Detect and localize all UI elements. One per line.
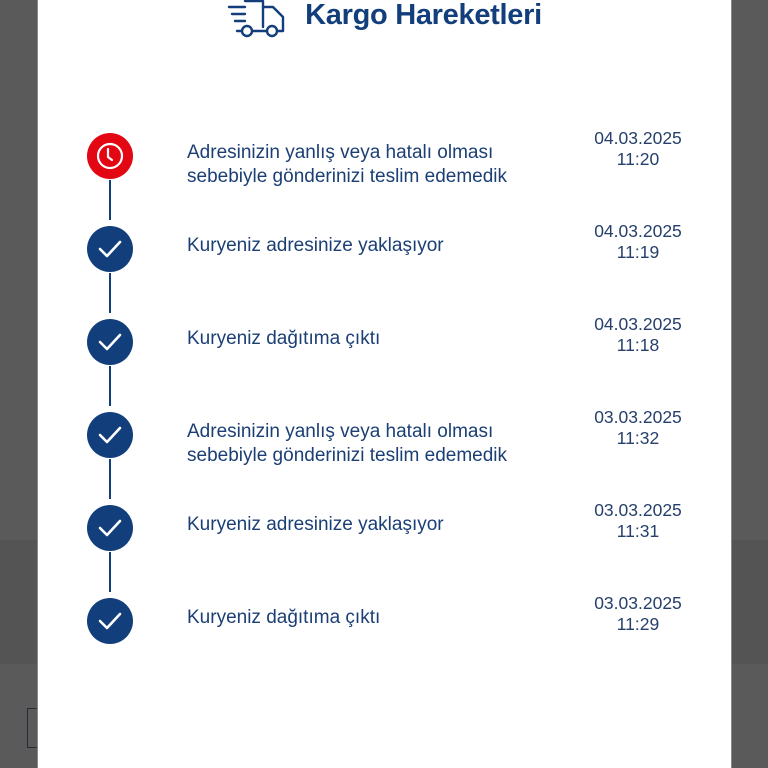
timeline-event — [38, 221, 731, 319]
completed-status-marker — [87, 319, 133, 365]
checkmark-icon — [97, 329, 123, 355]
completed-status-marker — [87, 226, 133, 272]
timeline-event — [38, 314, 731, 412]
delivery-truck-icon — [227, 0, 289, 41]
timeline-connector — [109, 552, 111, 592]
checkmark-icon — [97, 236, 123, 262]
completed-status-marker — [87, 505, 133, 551]
event-date: 04.03.2025 — [594, 221, 682, 241]
event-time: 11:31 — [616, 521, 660, 541]
clock-icon — [95, 141, 125, 171]
event-message: Kuryeniz dağıtıma çıktı — [187, 328, 381, 349]
event-time: 11:29 — [616, 614, 660, 634]
event-message: Kuryeniz adresinize yaklaşıyor — [187, 514, 444, 535]
event-timestamp — [568, 500, 708, 542]
event-message: Kuryeniz adresinize yaklaşıyor — [187, 235, 444, 256]
timeline-connector — [109, 273, 111, 313]
timeline-event — [38, 128, 731, 226]
event-timestamp — [568, 221, 708, 263]
checkmark-icon — [97, 515, 123, 541]
event-message: Kuryeniz dağıtıma çıktı — [187, 607, 381, 628]
timeline-connector — [109, 459, 111, 499]
event-date: 03.03.2025 — [594, 500, 682, 520]
event-message: Adresinizin yanlış veya hatalı olması sebebiyle gönderinizi teslim edemedik — [187, 142, 508, 187]
event-timestamp — [568, 593, 708, 635]
event-time: 11:18 — [616, 335, 660, 355]
timeline-event — [38, 593, 731, 691]
event-date: 03.03.2025 — [594, 407, 682, 427]
event-date: 04.03.2025 — [594, 128, 682, 148]
event-message: Adresinizin yanlış veya hatalı olması sebebiyle gönderinizi teslim edemedik — [187, 421, 508, 466]
completed-status-marker — [87, 412, 133, 458]
modal-header — [38, 0, 731, 44]
timeline-connector — [109, 366, 111, 406]
timeline-event — [38, 500, 731, 598]
event-timestamp — [568, 314, 708, 356]
event-timestamp — [568, 407, 708, 449]
event-time: 11:19 — [616, 242, 660, 262]
checkmark-icon — [97, 422, 123, 448]
event-date: 03.03.2025 — [594, 593, 682, 613]
event-timestamp — [568, 128, 708, 170]
timeline-connector — [109, 180, 111, 220]
cargo-movements-modal — [38, 0, 731, 768]
timeline-event — [38, 407, 731, 505]
completed-status-marker — [87, 598, 133, 644]
event-time: 11:20 — [616, 149, 660, 169]
checkmark-icon — [97, 608, 123, 634]
event-date: 04.03.2025 — [594, 314, 682, 334]
modal-title: Kargo Hareketleri — [305, 0, 542, 31]
failed-status-marker — [87, 133, 133, 179]
event-time: 11:32 — [616, 428, 660, 448]
